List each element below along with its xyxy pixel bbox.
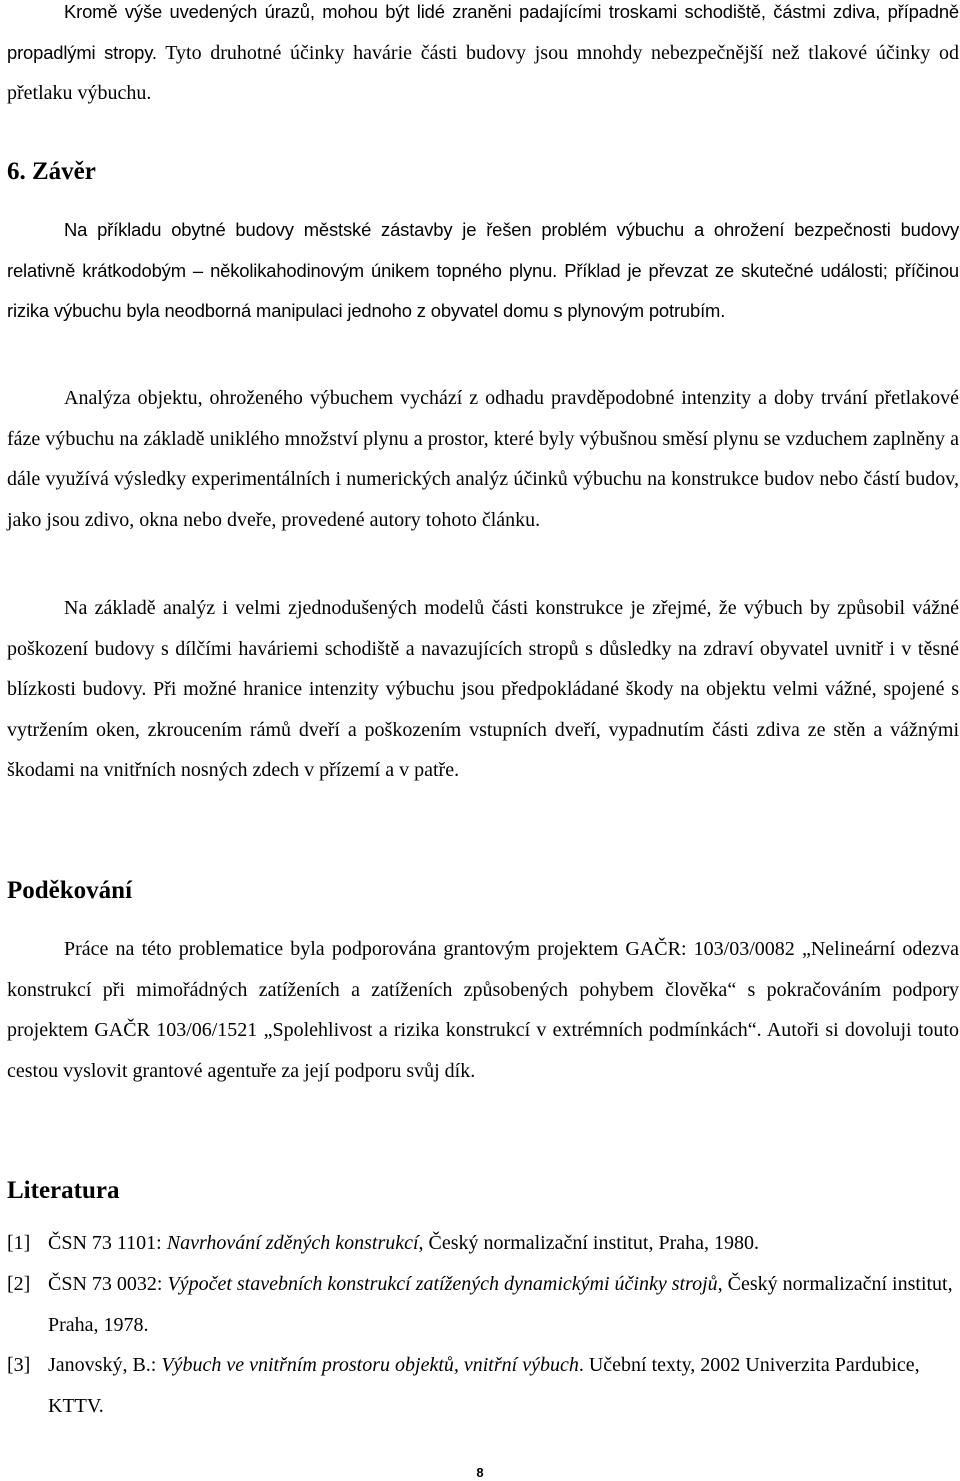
conclusion-p1-sans-2: Příklad je převzat ze skutečné události; příčinou rizika výbuchu byla neodborná manipulaci jednoho z obyvatel domu s plynovým potrubím. [7,259,959,322]
acknowledgement-text: Práce na této problematice byla podporována grantovým projektem GAČR: 103/03/0082 „Nelineární odezva konstrukcí při mimořádných zatíženích a zatíženích způsobených pohybem člověka“ s pokračováním podpory projektem GAČR 103/06/1521 „Spolehlivost a rizika konstrukcí v extrémních podmínkách“. Autoři si dovoluji touto cestou vyslovit grantové agentuře za její podporu svůj dík. [7,938,959,1082]
page-number: 8 [476,1465,484,1480]
conclusion-paragraph-2 [7,378,959,540]
intro-text-sans: Kromě výše uvedených úrazů, mohou být lidé zraněni padajícími troskami schodiště, částmi zdiva, případně propadlými stropy. [7,1,959,63]
intro-text-serif: Tyto druhotné účinky havárie části budovy jsou mnohdy nebezpečnější než tlakové účinky od přetlaku výbuchu. [7,41,959,105]
reference-suffix: , Český normalizační institut, Praha, 1980. [418,1232,760,1254]
reference-title: Výbuch ve vnitřním prostoru objektů, vnitřní výbuch [161,1354,579,1376]
reference-body [48,1345,959,1426]
reference-prefix: ČSN 73 1101: [48,1232,167,1254]
reference-title: Výpočet stavebních konstrukcí zatížených dynamickými účinky strojů [167,1273,718,1295]
reference-suffix: . Učební texty, 2002 Univerzita Pardubice, KTTV. [48,1354,920,1417]
conclusion-paragraph-3 [7,588,959,791]
reference-number: [3] [7,1354,31,1376]
acknowledgement-paragraph [7,929,959,1091]
reference-body [48,1223,959,1264]
section-heading-references: Literatura [7,1177,120,1204]
reference-prefix: ČSN 73 0032: [48,1273,168,1295]
reference-prefix: Janovský, B.: [48,1354,162,1376]
reference-item [7,1345,959,1426]
conclusion-paragraph-1 [7,210,959,332]
reference-suffix: , Český normalizační institut, Praha, 1978. [48,1273,953,1336]
reference-item [7,1223,959,1264]
conclusion-p2-text: Analýza objektu, ohroženého výbuchem vychází z odhadu pravděpodobné intenzity a doby trvání přetlakové fáze výbuchu na základě uniklého množství plynu a prostor, které byly výbušnou směsí plynu se vzduchem zaplněny a dále využívá výsledky experimentálních i numerických analýz účinků výbuchu na konstrukce budov nebo částí budov, jako jsou zdivo, okna nebo dveře, provedené autory tohoto článku. [7,387,959,531]
reference-number: [1] [7,1232,31,1254]
section-heading-conclusion: 6. Závěr [7,158,96,185]
reference-body [48,1264,959,1345]
intro-paragraph [7,0,959,114]
reference-item [7,1264,959,1345]
section-heading-acknowledgement: Poděkování [7,877,133,904]
reference-title: Navrhování zděných konstrukcí [166,1232,419,1254]
reference-number: [2] [7,1273,31,1295]
conclusion-p1-sans: Na příkladu obytné budovy městské zástavby je řešen problém výbuchu a ohrožení bezpečnosti budovy relativně krátkodobým – několikahodinovým únikem topného plynu. [7,219,959,281]
conclusion-p3-text: Na základě analýz i velmi zjednodušených modelů části konstrukce je zřejmé, že výbuch by způsobil vážné poškození budovy s dílčími haváriemi schodiště a navazujících stropů s důsledky na zdraví obyvatel uvnitř i v těsné blízkosti budovy. Při možné hranice intenzity výbuchu jsou předpokládané škody na objektu velmi vážné, spojené s vytržením oken, zkroucením rámů dveří a poškozením vstupních dveří, vypadnutím části zdiva ze stěn a vážnými škodami na vnitřních nosných zdech v přízemí a v patře. [7,597,959,782]
